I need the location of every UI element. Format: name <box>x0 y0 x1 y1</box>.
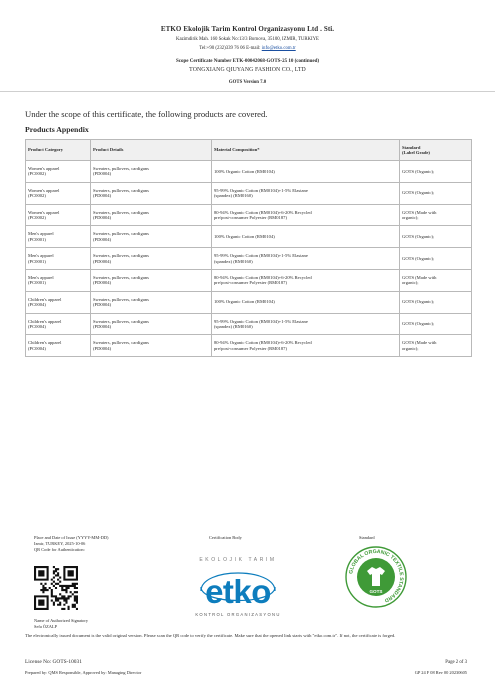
cell-material-composition: 100% Organic Cotton (RM0104) <box>212 161 400 183</box>
qr-label: QR Code for Authentication: <box>34 547 85 552</box>
cell-standard: GOTS (Organic); <box>400 313 472 335</box>
cell-material-composition: 100% Organic Cotton (RM0104) <box>212 226 400 248</box>
scope-statement: Under the scope of this certificate, the following products are covered. <box>25 109 268 119</box>
table-row <box>26 248 472 270</box>
cell-standard: GOTS (Organic); <box>400 248 472 270</box>
prepared-by: Prepared by: QMS Responsible, Approved by: Managing Director <box>25 670 142 675</box>
cell-material-composition: 100% Organic Cotton (RM0104) <box>212 291 400 313</box>
cell-product-details: Sweaters, pullovers, cardigans (PD0004) <box>91 335 212 357</box>
cell-product-category: Women's apparel (PC0002) <box>26 204 91 226</box>
cell-standard: GOTS (Made with organic); <box>400 204 472 226</box>
cell-product-details: Sweaters, pullovers, cardigans (PD0004) <box>91 269 212 291</box>
header-product-details: Product Details <box>91 140 212 161</box>
certification-body-label: Certification Body <box>209 535 242 540</box>
cell-product-details: Sweaters, pullovers, cardigans (PD0004) <box>91 291 212 313</box>
table-header-row <box>26 140 472 161</box>
seal-ring-text: GLOBAL ORGANIC TEXTILE STANDARD <box>348 548 405 604</box>
cell-product-category: Children's apparel (PC0004) <box>26 313 91 335</box>
cell-product-details: Sweaters, pullovers, cardigans (PD0004) <box>91 182 212 204</box>
contact-phone: Tel:+90 (232)339 76 06 E-mail: <box>199 46 262 51</box>
gots-version: GOTS Version 7.0 <box>228 80 267 85</box>
etko-logo-icon <box>183 553 293 625</box>
cell-material-composition: 80-94% Organic Cotton (RM0104)+6-20% Recycled pre/post-consumer Polyester (RM0187) <box>212 335 400 357</box>
cell-material-composition: 80-94% Organic Cotton (RM0104)+6-20% Recycled pre/post-consumer Polyester (RM0187) <box>212 204 400 226</box>
cell-product-details: Sweaters, pullovers, cardigans (PD0004) <box>91 204 212 226</box>
table-row <box>26 204 472 226</box>
cell-material-composition: 95-99% Organic Cotton (RM0104)+1-5% Elastane (spandex) (RM0160) <box>212 182 400 204</box>
cell-standard: GOTS (Made with organic); <box>400 269 472 291</box>
products-table <box>25 139 472 357</box>
cell-product-category: Men's apparel (PC0001) <box>26 248 91 270</box>
company-address: Kazimdirik Mah. 160 Sokak No:13/3 Bornova, 35100, IZMIR, TURKIYE <box>175 37 319 42</box>
header-product-category: Product Category <box>26 140 91 161</box>
header-standard: Standard (Label Grade) <box>400 140 472 161</box>
cell-standard: GOTS (Organic); <box>400 161 472 183</box>
table-row <box>26 335 472 357</box>
header-material-composition: Material Composition* <box>212 140 400 161</box>
signatory-label: Name of Authorized Signatory <box>34 618 89 623</box>
cell-product-details: Sweaters, pullovers, cardigans (PD0004) <box>91 248 212 270</box>
table-row <box>26 269 472 291</box>
cell-product-category: Women's apparel (PC0002) <box>26 182 91 204</box>
gots-seal-icon <box>343 544 409 610</box>
license-number: License No: GOTS-10031 <box>25 659 82 665</box>
scope-certificate-number: Scope Certificate Number ETK-00042068-GOTS-25 10 (continued) <box>175 59 320 64</box>
table-row <box>26 161 472 183</box>
table-row <box>26 226 472 248</box>
table-row <box>26 291 472 313</box>
certified-company-name: TONGXIANG QIUYANG FASHION CO., LTD <box>189 67 306 73</box>
form-code: GP 24 F 08 Rev 00 20230605 <box>414 670 467 675</box>
contact-email-link[interactable]: info@etko.com.tr <box>261 46 296 51</box>
seal-gots-text: GOTS <box>369 589 383 594</box>
cell-product-category: Men's apparel (PC0001) <box>26 226 91 248</box>
cell-product-category: Men's apparel (PC0001) <box>26 269 91 291</box>
standard-label: Standard <box>359 535 375 540</box>
cell-product-details: Sweaters, pullovers, cardigans (PD0004) <box>91 313 212 335</box>
cell-material-composition: 80-94% Organic Cotton (RM0104)+6-20% Recycled pre/post-consumer Polyester (RM0187) <box>212 269 400 291</box>
header-divider <box>0 91 495 92</box>
page-number: Page 2 of 3 <box>445 660 467 665</box>
authenticity-notice: The electronically issued document is the valid original version. Please scan the QR code to verify the certificate. Make sure that the opened link starts with "etko.com.tr". If not, the certificate is forged. <box>25 633 396 638</box>
cell-product-category: Children's apparel (PC0004) <box>26 335 91 357</box>
cell-product-details: Sweaters, pullovers, cardigans (PD0004) <box>91 226 212 248</box>
table-row <box>26 182 472 204</box>
company-title: ETKO Ekolojik Tarim Kontrol Organizasyonu Ltd . Sti. <box>160 25 335 33</box>
appendix-title: Products Appendix <box>25 125 89 134</box>
cell-product-category: Women's apparel (PC0002) <box>26 161 91 183</box>
logo-bottom-text: KONTROL ORGANIZASYONU <box>195 612 281 617</box>
cell-standard: GOTS (Organic); <box>400 291 472 313</box>
signatory-name: Sefa ÖZALP <box>34 624 58 629</box>
cell-product-category: Children's apparel (PC0004) <box>26 291 91 313</box>
cell-product-details: Sweaters, pullovers, cardigans (PD0004) <box>91 161 212 183</box>
cell-standard: GOTS (Made with organic); <box>400 335 472 357</box>
cell-standard: GOTS (Organic); <box>400 182 472 204</box>
place-date-value: Izmir, TURKEY, 2025-10-06 <box>34 541 86 546</box>
qr-code-icon[interactable] <box>34 566 78 610</box>
cell-material-composition: 95-99% Organic Cotton (RM0104)+1-5% Elastane (spandex) (RM0160) <box>212 313 400 335</box>
table-body <box>26 161 472 357</box>
place-date-label: Place and Date of Issue (YYYY-MM-DD) <box>34 535 109 540</box>
cell-standard: GOTS (Organic); <box>400 226 472 248</box>
logo-top-text: EKOLOJIK TARIM <box>199 557 277 563</box>
logo-brand-text: etko <box>205 573 271 610</box>
company-contact <box>0 46 495 51</box>
cell-material-composition: 95-99% Organic Cotton (RM0104)+1-5% Elastane (spandex) (RM0160) <box>212 248 400 270</box>
table-row <box>26 313 472 335</box>
